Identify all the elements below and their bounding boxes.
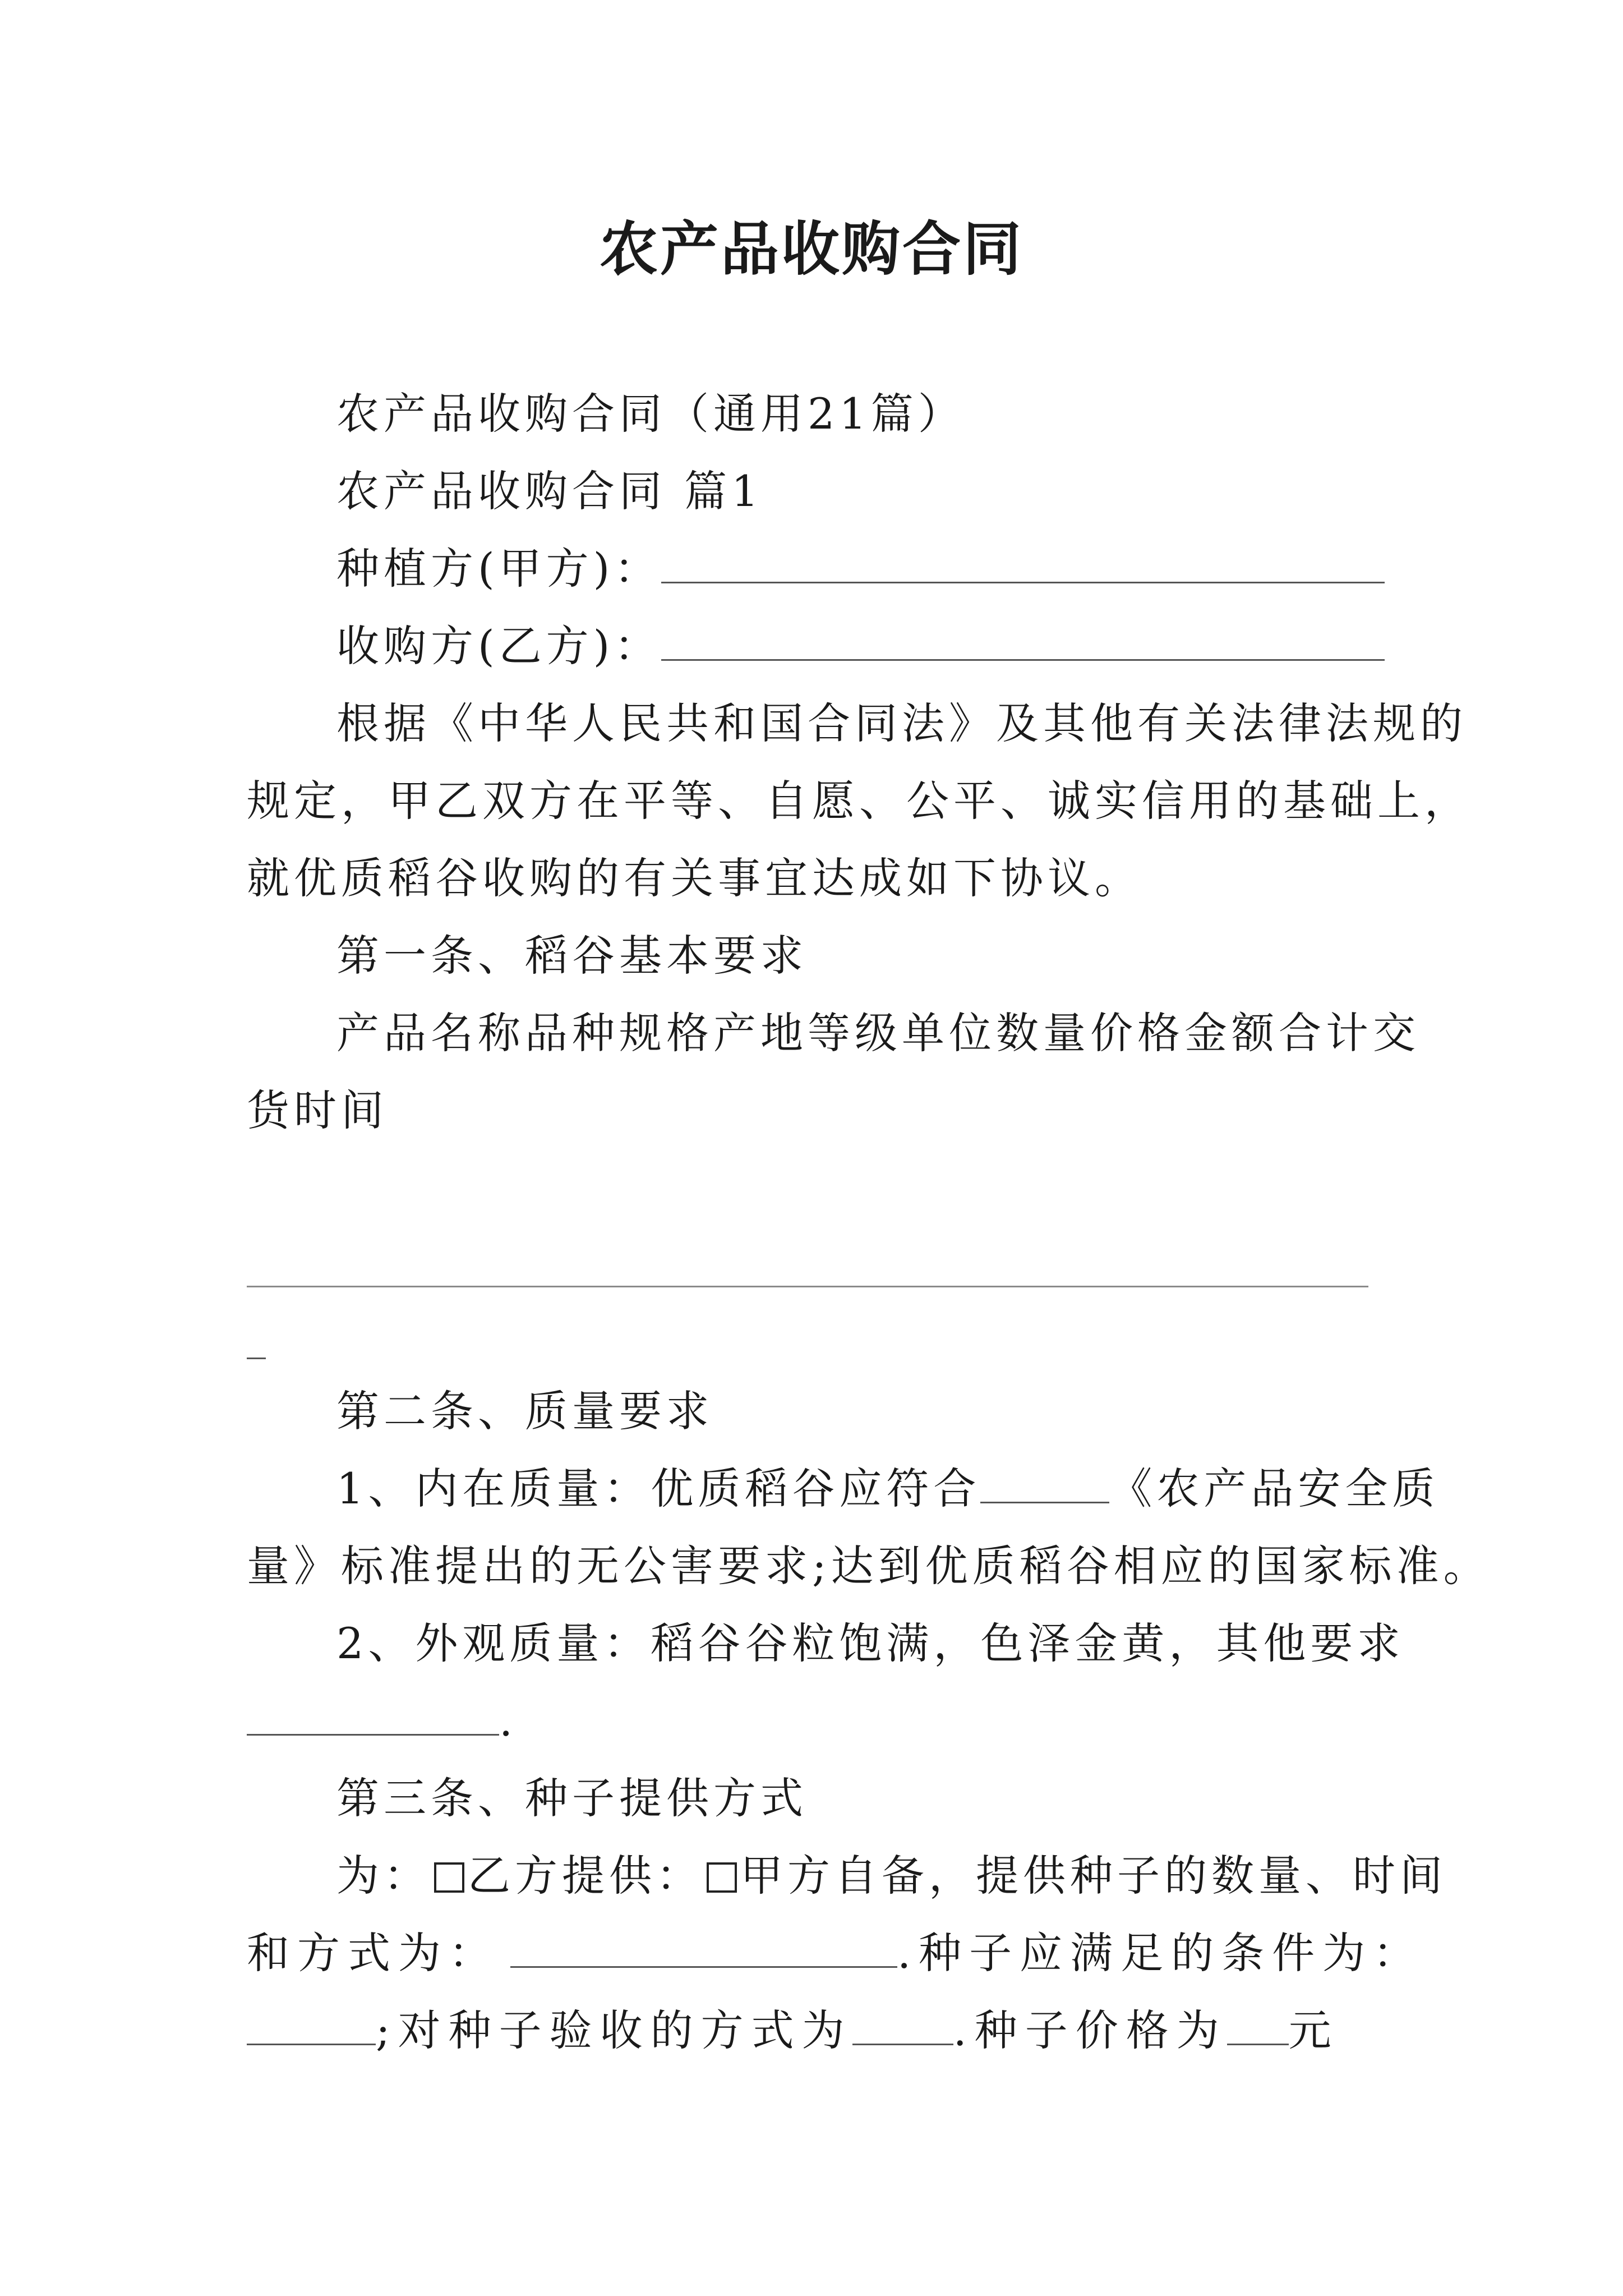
article-3-line-3-end: .种子价格为 [953, 2005, 1227, 2055]
party-a-label: 种植方(甲方)： [336, 544, 662, 593]
article-3-line-2-end: .种子应满足的条件为： [897, 1928, 1424, 1978]
other-requirements-blank [247, 1695, 499, 1736]
option-party-b-label: 乙方提供： [468, 1851, 703, 1901]
seed-condition-blank [247, 2004, 376, 2045]
article-1-fields-line-2: 货时间 [247, 1085, 388, 1135]
article-2-item-1-text: 1、内在质量：优质稻谷应符合 [336, 1464, 981, 1513]
preamble-line-3: 就优质稻谷收购的有关事宜达成如下协议。 [247, 853, 1142, 903]
section-heading: 农产品收购合同 篇1 [336, 466, 763, 516]
preamble-line-1: 根据《中华人民共和国合同法》及其他有关法律法规的 [336, 698, 1467, 748]
document-title: 农产品收购合同 [599, 214, 1023, 283]
seed-price-blank [1227, 2004, 1289, 2045]
price-unit: 元 [1288, 2005, 1339, 2055]
article-3-line-3-mid: ;对种子验收的方式为 [376, 2005, 852, 2055]
article-2-item-2-line-2 [247, 1694, 517, 1748]
article-2-heading: 第二条、质量要求 [336, 1386, 713, 1436]
article-2-item-1-text-end: 《农产品安全质 [1109, 1464, 1440, 1513]
article-3-line-1 [336, 1849, 1447, 1903]
option-party-a-label: 甲方自备，提供种子的数量、时间 [740, 1851, 1447, 1901]
article-1-fields-line-1: 产品名称品种规格产地等级单位数量价格金额合计交 [336, 1008, 1420, 1058]
article-2-item-2: 2、外观质量：稻谷谷粒饱满，色泽金黄，其他要求 [336, 1618, 1405, 1668]
article-3-line-3 [247, 2004, 1339, 2058]
article-2-item-2-end: . [499, 1696, 518, 1746]
article-3-heading: 第三条、种子提供方式 [336, 1773, 808, 1823]
article-2-item-1 [336, 1462, 1439, 1516]
table-rule [247, 1286, 1368, 1287]
party-a-blank [661, 542, 1385, 583]
article-3-prefix: 为： [336, 1851, 431, 1901]
article-3-line-2-start: 和方式为： [247, 1928, 499, 1978]
seed-method-blank [510, 1927, 897, 1968]
table-rule-continuation [247, 1358, 266, 1359]
seed-acceptance-blank [852, 2004, 953, 2045]
party-a-line [336, 542, 1385, 596]
party-b-label: 收购方(乙方)： [336, 621, 662, 671]
checkbox-party-a[interactable] [707, 1862, 737, 1893]
party-b-line [336, 619, 1385, 673]
checkbox-party-b[interactable] [434, 1862, 464, 1893]
preamble-line-2: 规定，甲乙双方在平等、自愿、公平、诚实信用的基础上， [247, 776, 1472, 826]
article-1-heading: 第一条、稻谷基本要求 [336, 931, 808, 981]
article-3-line-2 [247, 1926, 1423, 1980]
party-b-blank [661, 620, 1385, 661]
standard-blank [980, 1462, 1109, 1503]
document-subtitle: 农产品收购合同（通用21篇） [336, 389, 965, 439]
article-2-item-1-line-2: 量》标准提出的无公害要求;达到优质稻谷相应的国家标准。 [247, 1541, 1491, 1591]
